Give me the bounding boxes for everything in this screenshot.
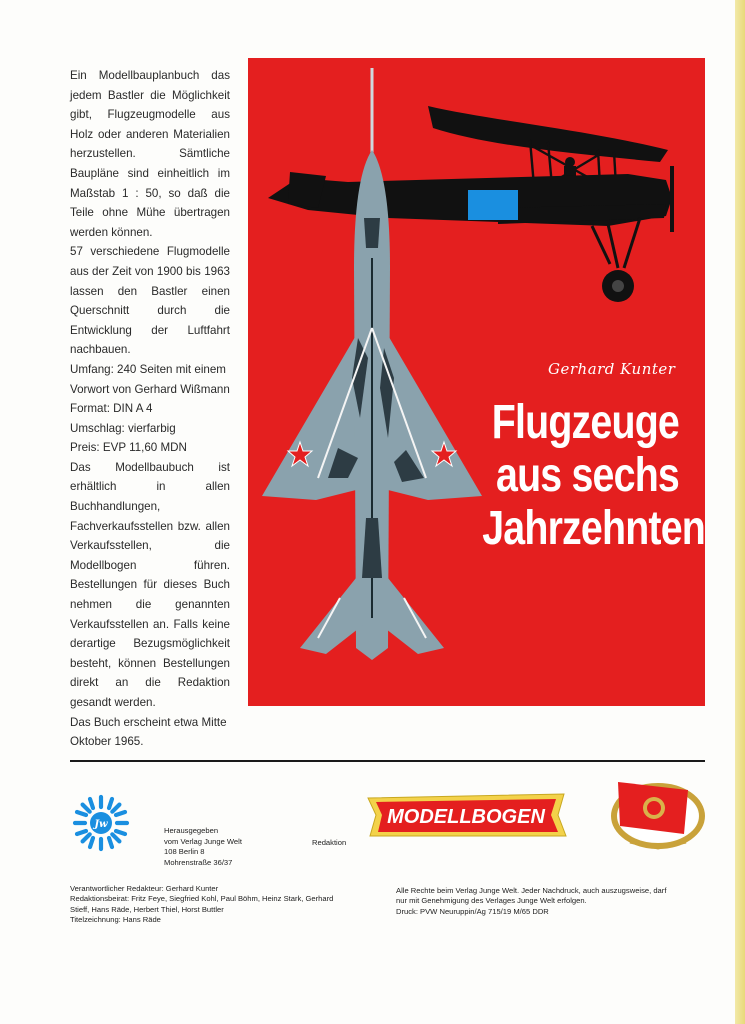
- credits-line: Verantwortlicher Redakteur: Gerhard Kunter: [70, 884, 219, 893]
- book-description: [70, 66, 230, 752]
- credits-line: Redaktionsbeirat: Fritz Feye, Siegfried Kohl, Paul Böhm, Heinz Stark, Gerhard: [70, 894, 334, 904]
- book-cover: [248, 58, 705, 706]
- cover-author: Gerhard Kunter: [548, 360, 676, 378]
- credits-line: Titelzeichnung: Hans Räde: [70, 915, 161, 925]
- award-emblem: [610, 776, 706, 850]
- imprint-rights: [396, 886, 708, 917]
- rights-line: nur mit Genehmigung des Verlages Junge Welt erfolgen.: [396, 896, 587, 906]
- jw-logo-text: Jw: [94, 819, 108, 830]
- publisher-line: Herausgegeben: [164, 826, 219, 835]
- cover-title-line-3: Jahrzehnten: [482, 502, 705, 555]
- cover-title-line-1: Flugzeuge: [491, 396, 679, 449]
- publisher-line: Mohrenstraße 36/37: [164, 857, 233, 867]
- preis-text: Preis: EVP 11,60 MDN: [70, 441, 187, 455]
- release-text: Das Buch erscheint etwa Mitte Oktober 1965.: [70, 715, 227, 749]
- rights-line: Druck: PVW Neuruppin/Ag 715/19 M/65 DDR: [396, 906, 549, 916]
- publisher-line: vom Verlag Junge Welt: [164, 836, 242, 846]
- umschlag-text: Umschlag: vierfarbig: [70, 421, 176, 435]
- format-text: Format: DIN A 4: [70, 402, 153, 416]
- availability-text: Das Modellbaubuch ist erhältlich in allen Buchhandlungen, Fachverkaufsstellen bzw. allen Verkaufsstellen, die Modellbogen führen. Bestellungen für dieses Buch nehmen die genannten Verkaufsstellen an. Falls keine derartige Bezugsmöglichkeit besteht, können Bestellungen direkt an die Redaktion gesandt werden.: [70, 460, 230, 709]
- cover-title: [482, 396, 705, 555]
- modellbogen-text: MODELLBOGEN: [387, 806, 545, 828]
- redaktion-label: Redaktion: [312, 838, 347, 847]
- umfang-text: Umfang: 240 Seiten mit einem Vorwort von Gerhard Wißmann: [70, 362, 230, 396]
- publisher-line: 108 Berlin 8: [164, 847, 205, 856]
- footer-rule: [70, 760, 705, 762]
- rights-line: Alle Rechte beim Verlag Junge Welt. Jeder Nachdruck, auch auszugsweise, darf: [396, 886, 667, 895]
- cover-title-line-2: aus sechs: [496, 449, 679, 502]
- biplane-illustration: [268, 106, 674, 302]
- modellbogen-logo: [362, 790, 570, 840]
- credits-line: Stieff, Hans Räde, Herbert Thiel, Horst Buttler: [70, 904, 224, 914]
- models-text: 57 verschiedene Flugmodelle aus der Zeit von 1900 bis 1963 lassen den Bastler einen Querschnitt durch die Entwicklung der Luftfahrt nachbauen.: [70, 245, 230, 357]
- description-text: Ein Modellbauplanbuch das jedem Bastler die Möglichkeit gibt, Flugzeugmodelle aus Holz oder anderen Materialien herzustellen. Sämtliche Baupläne sind einheitlich im Maßstab 1 : 50, so daß die Teile ohne Mühe übertragen werden können.: [70, 69, 230, 239]
- publisher-address: [164, 826, 242, 868]
- cover-edge: [735, 0, 745, 1024]
- jet-illustration: [262, 68, 482, 660]
- imprint-credits: [70, 884, 390, 926]
- junge-welt-logo: [72, 794, 130, 852]
- cover-illustration: [248, 58, 705, 706]
